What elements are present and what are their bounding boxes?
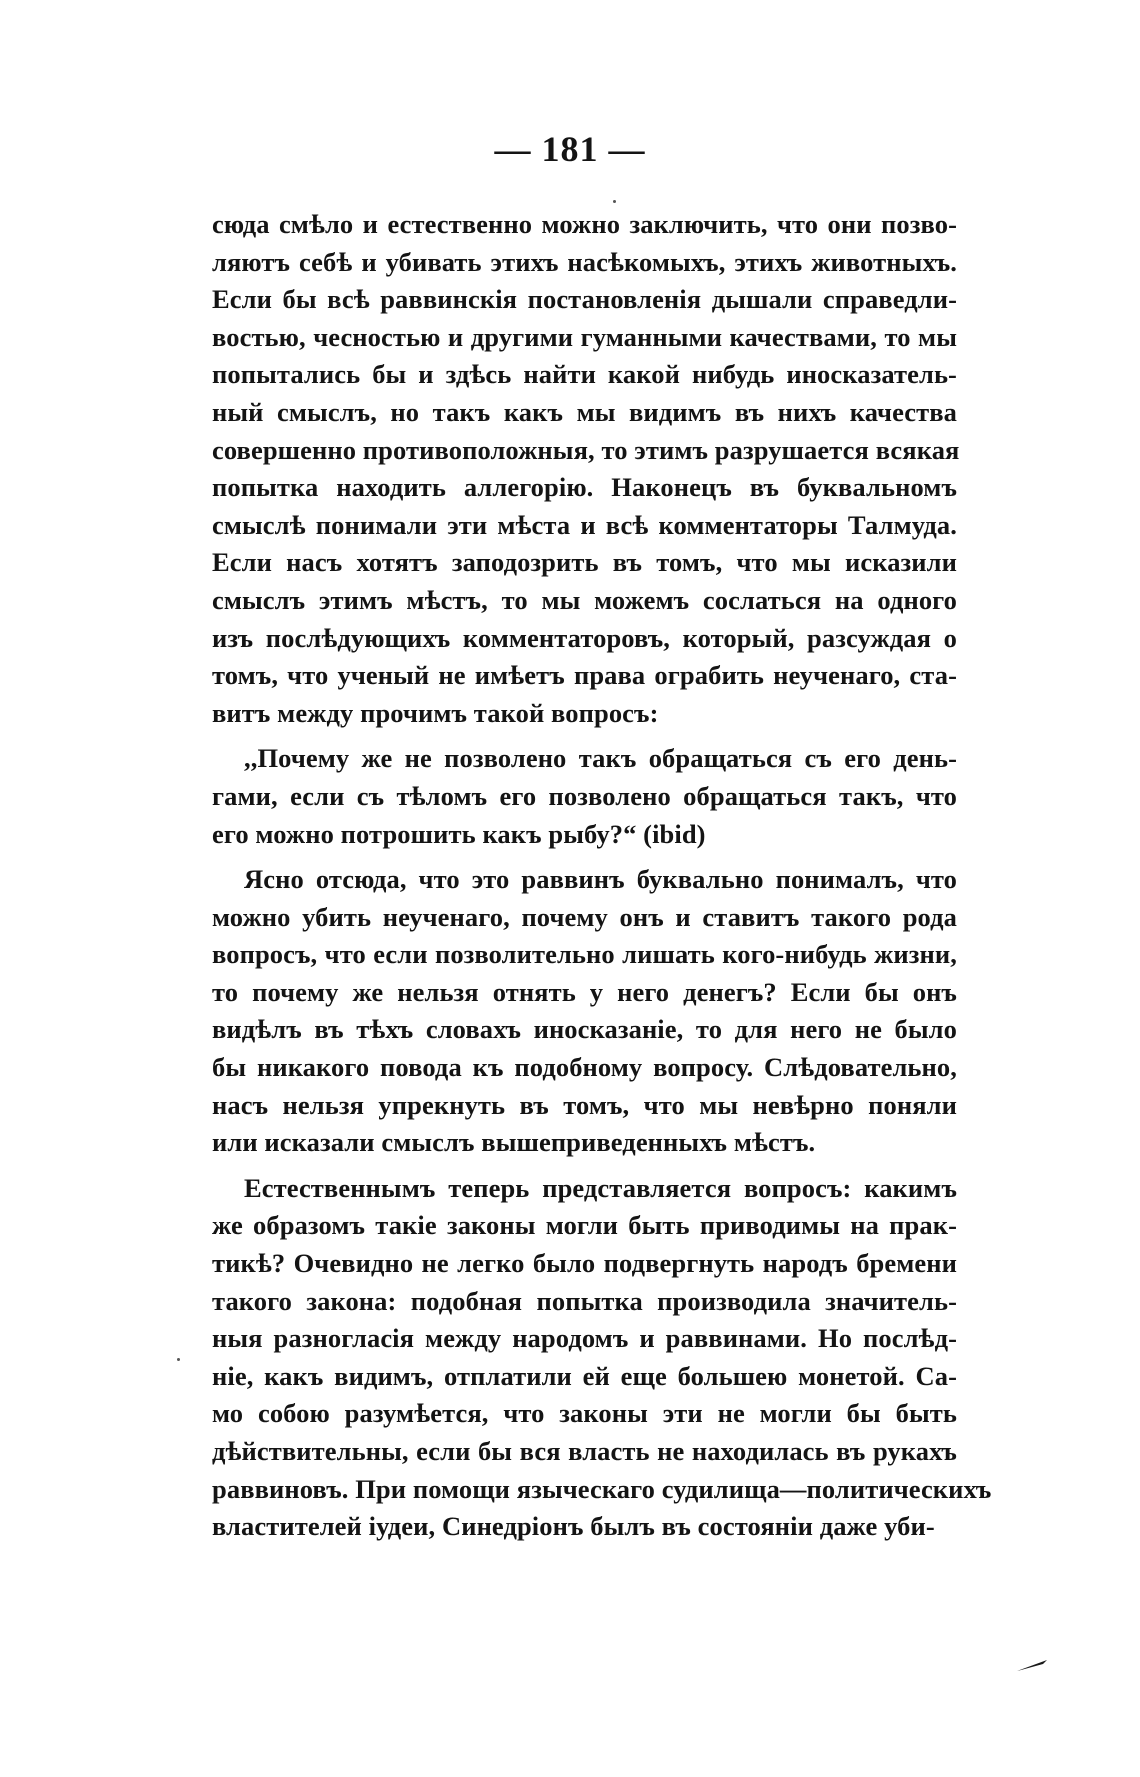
ink-stroke-mark (1015, 1658, 1049, 1672)
text-line: или исказали смыслъ вышеприведенныхъ мѣстъ. (212, 1127, 816, 1158)
text-line: Ясно отсюда, что это раввинъ буквально понималъ, что (244, 864, 957, 895)
text-line: ныя разногласія между народомъ и раввинами. Но послѣд- (212, 1323, 957, 1354)
paragraph-gap (212, 732, 957, 740)
text-line: томъ, что ученый не имѣетъ права ограбить неученаго, ста- (212, 660, 957, 691)
text-line: такого закона: подобная попытка производила значитель- (212, 1285, 957, 1316)
text-line: дѣйствительны, если бы вся власть не находилась въ рукахъ (212, 1436, 957, 1466)
text-line: насъ нельзя упрекнуть въ томъ, что мы невѣрно поняли (212, 1089, 957, 1120)
text-line: мо собою разумѣется, что законы эти не могли бы быть (212, 1398, 957, 1429)
text-line: его можно потрошить какъ рыбу?“ (ibid) (212, 818, 706, 849)
text-line: Если бы всѣ раввинскія постановленія дышали справедли- (212, 284, 957, 315)
paragraph-gap (212, 1162, 957, 1170)
text-line: попытка находить аллегорію. Наконецъ въ буквальномъ (212, 472, 957, 503)
text-line: видѣлъ въ тѣхъ словахъ иносказаніе, то для него не было (212, 1014, 957, 1045)
body-text (212, 206, 992, 1546)
text-line: властителей іудеи, Синедріонъ былъ въ состояніи даже уби- (212, 1511, 935, 1542)
text-line: востью, чесностью и другими гуманными качествами, то мы (212, 321, 957, 352)
page-number: — 181 — (494, 129, 646, 169)
text-line: Если насъ хотятъ заподозрить въ томъ, что мы исказили (212, 547, 957, 578)
ink-dot-mark (613, 200, 616, 203)
text-line: раввиновъ. При помощи языческаго судилища—политическихъ (212, 1473, 992, 1504)
text-line: ный смыслъ, но такъ какъ мы видимъ въ нихъ качества (212, 396, 957, 427)
text-line: смыслѣ понимали эти мѣста и всѣ комментаторы Талмуда. (212, 509, 957, 540)
text-line: гами, если съ тѣломъ его позволено обращаться такъ, что (212, 780, 957, 811)
text-line: совершенно противоположныя, то этимъ разрушается всякая (212, 434, 960, 465)
text-line: изъ послѣдующихъ комментаторовъ, который, разсуждая о (212, 622, 957, 653)
paragraph-gap (212, 853, 957, 861)
text-line: бы никакого повода къ подобному вопросу. Слѣдовательно, (212, 1052, 957, 1083)
text-line: можно убить неученаго, почему онъ и ставитъ такого рода (212, 901, 957, 932)
text-line: витъ между прочимъ такой вопросъ: (212, 697, 659, 728)
text-line: ніе, какъ видимъ, отплатили ей еще большею монетой. Са- (212, 1360, 957, 1391)
text-line: Естественнымъ теперь представляется вопросъ: какимъ (244, 1172, 957, 1203)
ink-dot-mark (177, 1358, 180, 1361)
text-line: же образомъ такіе законы могли быть приводимы на прак- (212, 1210, 957, 1241)
text-line: то почему же нельзя отнять у него денегъ? Если бы онъ (212, 976, 957, 1007)
text-line: сюда смѣло и естественно можно заключить, что они позво- (212, 209, 957, 239)
text-line: смыслъ этимъ мѣстъ, то мы можемъ сослаться на одного (212, 584, 957, 615)
text-line: ,,Почему же не позволено такъ обращаться съ его день- (244, 743, 957, 774)
text-line: тикѣ? Очевидно не легко было подвергнуть народъ бремени (212, 1248, 957, 1279)
text-line: попытались бы и здѣсь найти какой нибудь иносказатель- (212, 359, 957, 390)
text-line: вопросъ, что если позволительно лишать кого-нибудь жизни, (212, 939, 957, 970)
text-line: ляютъ себѣ и убивать этихъ насѣкомыхъ, этихъ животныхъ. (212, 246, 957, 277)
